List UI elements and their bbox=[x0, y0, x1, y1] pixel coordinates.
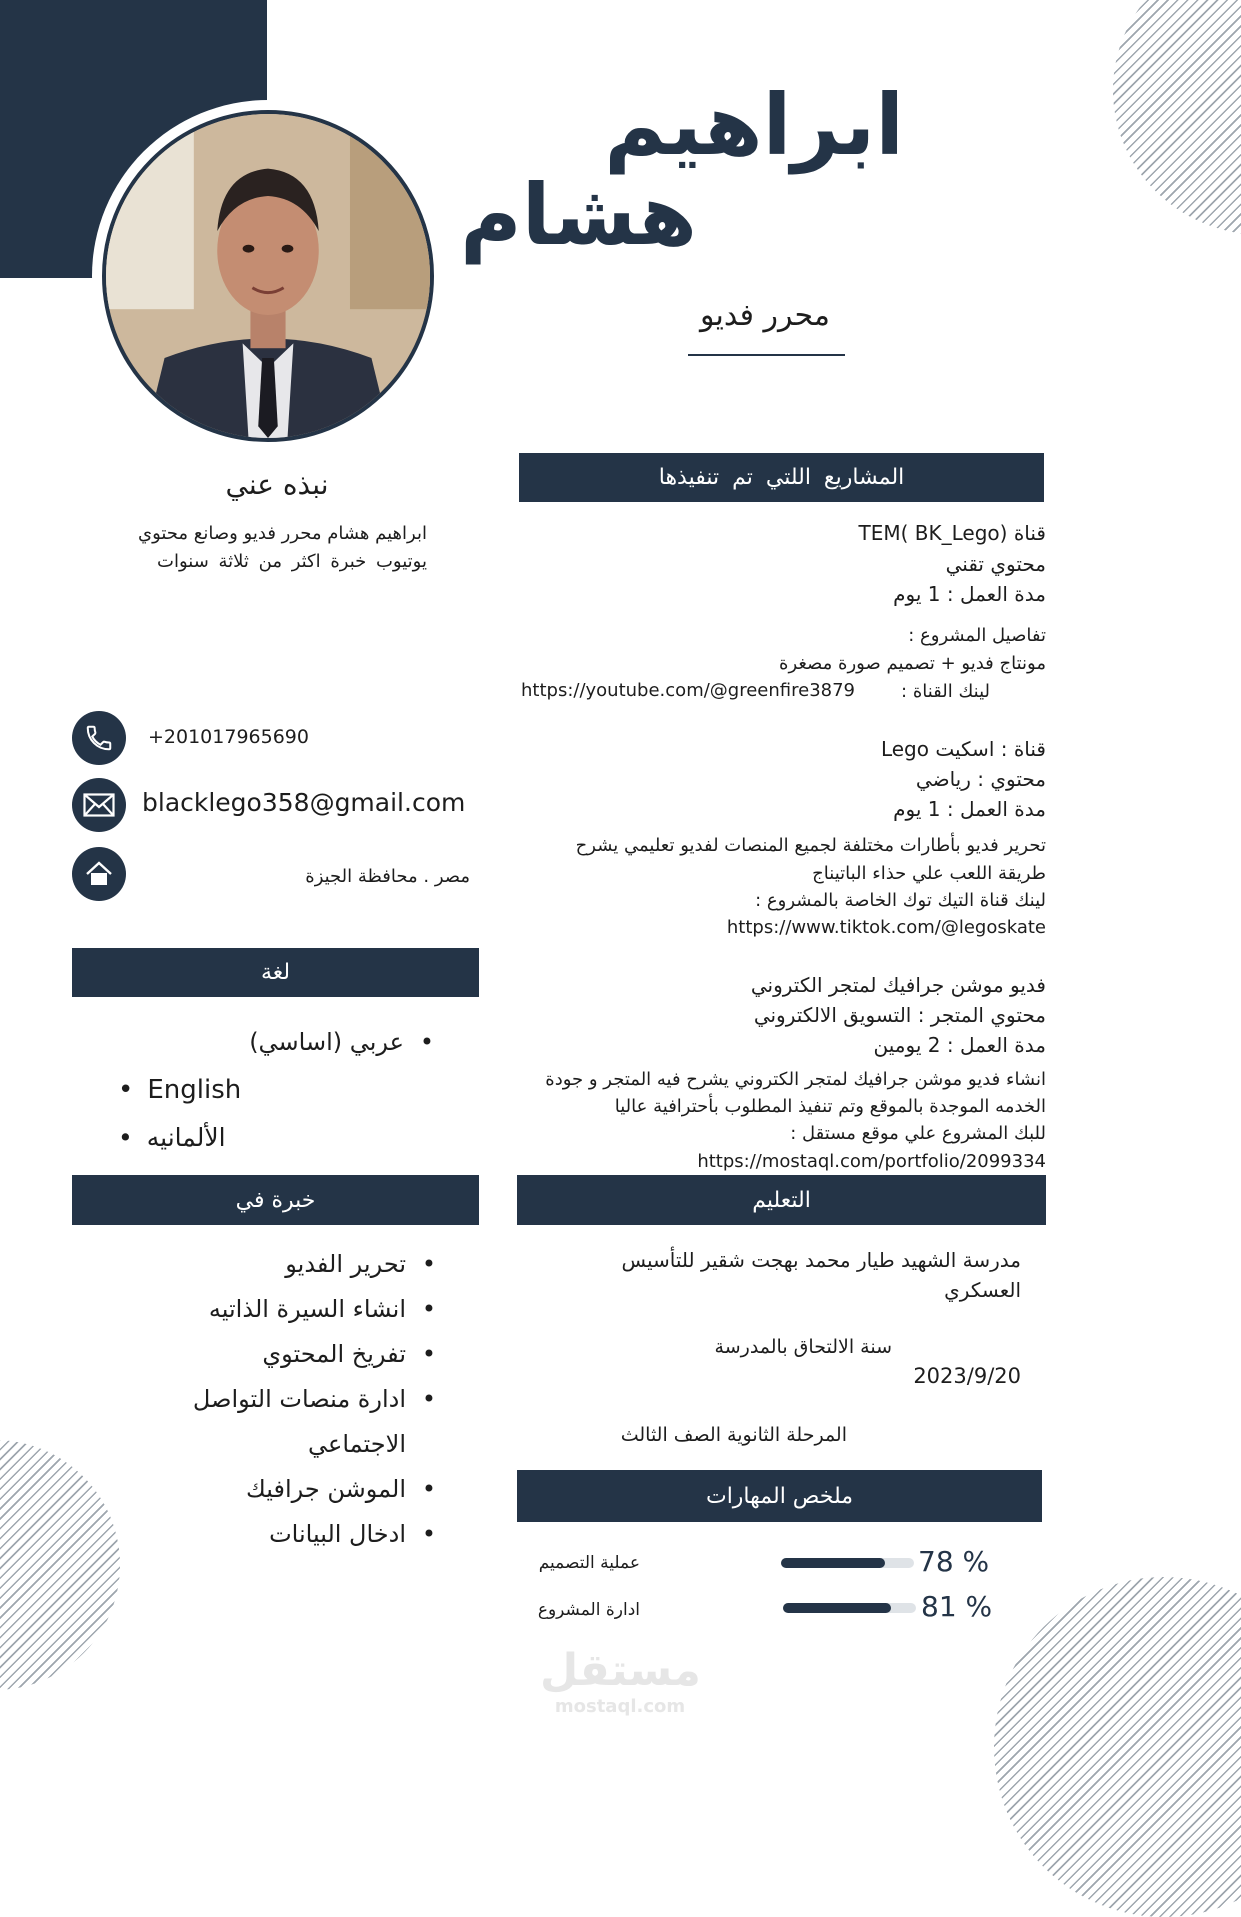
skill-label-2: ادارة المشروع bbox=[537, 1600, 640, 1620]
home-icon bbox=[72, 847, 126, 901]
education-heading: التعليم bbox=[517, 1175, 1046, 1225]
project-1-details-label: تفاصيل المشروع : bbox=[908, 625, 1046, 646]
project-3-link-label: للبك المشروع علي موقع مستقل : bbox=[790, 1123, 1046, 1144]
watermark-arabic: مستقل bbox=[540, 1645, 701, 1696]
project-1-link-label: لينك القناة : bbox=[901, 681, 990, 702]
hatched-circle-top-right bbox=[1113, 0, 1241, 235]
language-heading: لغة bbox=[72, 948, 479, 997]
project-3-content: محتوي المتجر : التسويق الالكتروني bbox=[753, 1003, 1046, 1027]
name-line-2: هشام bbox=[460, 166, 697, 264]
address: مصر . محافظة الجيزة bbox=[305, 866, 470, 887]
profile-photo bbox=[102, 110, 434, 442]
experience-item: • انشاء السيرة الذاتيه bbox=[150, 1287, 440, 1332]
education-stage: المرحلة الثانوية الصف الثالث bbox=[620, 1424, 847, 1446]
language-item-german: • الألمانيه bbox=[118, 1123, 226, 1152]
education-join-label: سنة الالتحاق بالمدرسة bbox=[714, 1336, 892, 1358]
education-school-line-1: مدرسة الشهيد طيار محمد بهجت شقير للتأسيس bbox=[621, 1248, 1021, 1272]
mail-icon bbox=[72, 778, 126, 832]
phone-icon bbox=[72, 711, 126, 765]
watermark-latin: mostaql.com bbox=[554, 1696, 686, 1717]
project-3-title: فديو موشن جرافيك لمتجر الكتروني bbox=[750, 973, 1046, 997]
projects-heading: المشاريع اللتي تم تنفيذها bbox=[519, 453, 1044, 502]
experience-item: • الموشن جرافيك bbox=[150, 1467, 440, 1512]
language-item-arabic: • عربي (اساسي) bbox=[118, 1018, 438, 1066]
job-title: محرر فديو bbox=[700, 298, 830, 333]
name-line-1: ابراهيم bbox=[604, 76, 904, 174]
project-2-title: قناة : اسكيت Lego bbox=[880, 737, 1046, 761]
email-address[interactable]: blacklego358@gmail.com bbox=[142, 788, 466, 817]
phone-number[interactable]: +201017965690 bbox=[148, 726, 309, 748]
hatched-circle-bottom-right bbox=[994, 1577, 1241, 1917]
skills-heading: ملخص المهارات bbox=[517, 1470, 1042, 1522]
project-2-content: محتوي : رياضي bbox=[915, 767, 1046, 791]
project-2-link[interactable]: https://www.tiktok.com/@legoskate bbox=[726, 917, 1046, 938]
project-2-link-label: لينك قناة التيك توك الخاصة بالمشروع : bbox=[755, 890, 1046, 911]
project-1-duration: مدة العمل : 1 يوم bbox=[893, 582, 1046, 606]
education-school-line-2: العسكري bbox=[944, 1278, 1021, 1302]
project-1-content: محتوي تقني bbox=[945, 552, 1046, 576]
skill-fill-2 bbox=[783, 1603, 891, 1613]
skill-track-2 bbox=[783, 1603, 916, 1613]
experience-item: • تحرير الفديو bbox=[150, 1242, 440, 1287]
hatched-circle-bottom-left bbox=[0, 1440, 120, 1690]
project-3-link[interactable]: https://mostaql.com/portfolio/2099334 bbox=[697, 1151, 1046, 1172]
about-line-1: ابراهيم هشام محرر فديو وصانع محتوي bbox=[137, 523, 427, 544]
project-2-desc-2: طريقة اللعب علي حذاء الباتيناج bbox=[812, 863, 1046, 884]
job-title-underline bbox=[688, 354, 845, 356]
experience-item: • ادخال البيانات bbox=[150, 1512, 440, 1557]
project-2-desc-1: تحرير فديو بأطارات مختلفة لجميع المنصات لفديو تعليمي يشرح bbox=[575, 835, 1046, 856]
project-3-desc-1: انشاء فديو موشن جرافيك لمتجر الكتروني يشرح فيه المتجر و جودة bbox=[545, 1069, 1046, 1090]
about-heading: نبذه عني bbox=[225, 468, 329, 501]
project-3-desc-2: الخدمه الموجدة بالموقع وتم تنفيذ المطلوب بأحترافية عاليا bbox=[614, 1096, 1046, 1117]
project-2-duration: مدة العمل : 1 يوم bbox=[893, 797, 1046, 821]
project-3-duration: مدة العمل : 2 يومين bbox=[873, 1033, 1046, 1057]
skill-label-1: عملية التصميم bbox=[538, 1553, 640, 1573]
project-1-link[interactable]: https://youtube.com/@greenfire3879 bbox=[521, 680, 856, 701]
language-list bbox=[118, 1018, 438, 1066]
experience-item: • تفريخ المحتوي bbox=[150, 1332, 440, 1377]
experience-item-continued: الاجتماعي bbox=[308, 1430, 406, 1458]
skill-percent-2: 81 % bbox=[921, 1590, 993, 1623]
profile-photo-illustration bbox=[106, 114, 430, 438]
language-item-german-label: الألمانيه bbox=[146, 1123, 226, 1152]
project-1-details: مونتاج فديو + تصميم صورة مصغرة bbox=[779, 653, 1046, 674]
experience-list bbox=[150, 1242, 440, 1557]
education-join-date: 2023/9/20 bbox=[913, 1364, 1021, 1388]
language-item-english: • English bbox=[118, 1075, 242, 1105]
skill-fill-1 bbox=[781, 1558, 885, 1568]
experience-heading: خبرة في bbox=[72, 1175, 479, 1225]
skill-track-1 bbox=[781, 1558, 914, 1568]
skill-percent-1: 78 % bbox=[918, 1545, 990, 1578]
about-line-2: يوتيوب خبرة اكثر من ثلاثة سنوات bbox=[157, 551, 427, 572]
language-item-english-label: English bbox=[147, 1075, 242, 1105]
experience-item: • ادارة منصات التواصل bbox=[150, 1377, 440, 1422]
project-1-title: قناة TEM( BK_Lego) bbox=[858, 521, 1046, 545]
